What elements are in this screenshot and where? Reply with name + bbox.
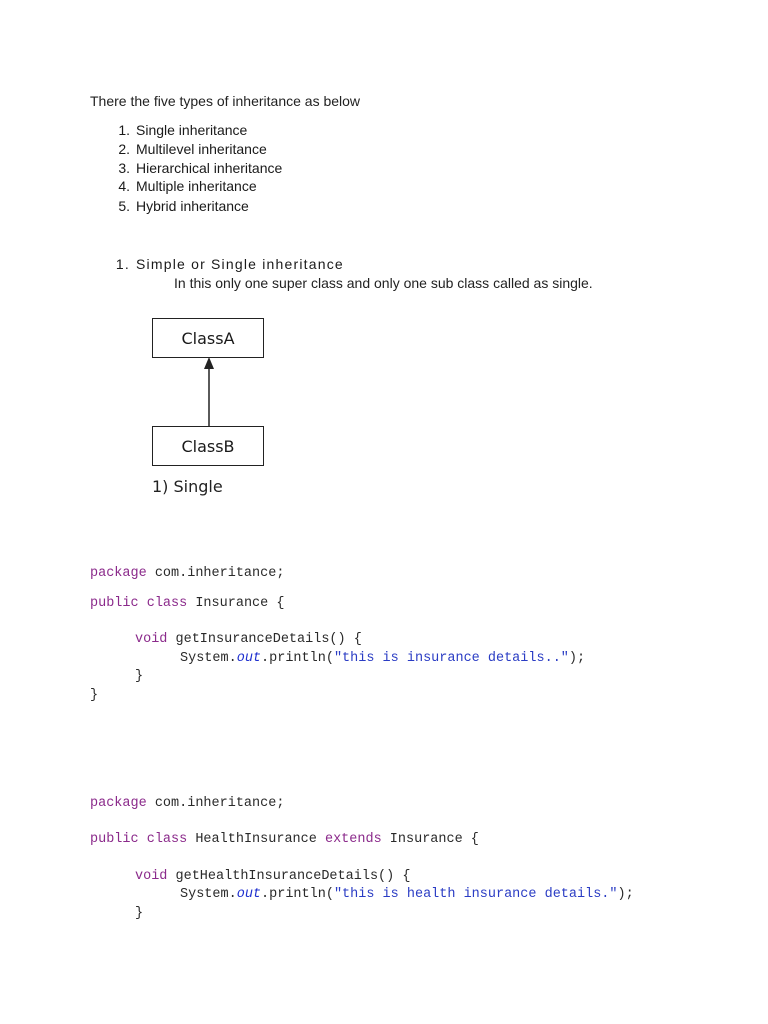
code-text: getInsuranceDetails() { [167, 632, 362, 647]
code-text: getHealthInsuranceDetails() { [167, 869, 411, 884]
code-text: .println( [261, 651, 334, 666]
section-title: Simple or Single inheritance [136, 256, 344, 272]
code-text: com.inheritance; [146, 796, 285, 811]
code-text: HealthInsurance [187, 832, 325, 847]
code-line [180, 887, 634, 902]
code-line [90, 796, 284, 811]
code-line: } [135, 669, 144, 684]
keyword: package [90, 566, 147, 581]
keyword: package [90, 796, 147, 811]
code-text: .println( [261, 887, 334, 902]
list-label: Single inheritance [136, 122, 248, 138]
list-number: 5. [118, 198, 130, 214]
list-number: 1. [118, 122, 130, 138]
code-line [90, 566, 284, 581]
list-label: Hierarchical inheritance [136, 160, 283, 176]
code-line [180, 651, 585, 666]
super-class-box [152, 318, 264, 358]
list-label: Multiple inheritance [136, 178, 257, 194]
code-line: } [90, 688, 99, 703]
list-item [0, 122, 768, 140]
code-line [135, 632, 362, 647]
keyword: class [146, 596, 188, 611]
list-label: Multilevel inheritance [136, 141, 267, 157]
list-label: Hybrid inheritance [136, 198, 249, 214]
field-ref: out [236, 651, 262, 666]
list-item [0, 141, 768, 159]
string-literal: "this is insurance details.." [333, 651, 569, 666]
code-line: } [135, 906, 144, 921]
list-item [0, 160, 768, 178]
code-text: ); [617, 887, 634, 902]
diagram-caption: 1) Single [152, 477, 223, 496]
keyword: class [146, 832, 188, 847]
field-ref: out [236, 887, 262, 902]
super-class-label: ClassA [181, 328, 235, 348]
code-text: com.inheritance; [146, 566, 285, 581]
code-text: Insurance { [381, 832, 479, 847]
sub-class-label: ClassB [181, 436, 235, 456]
list-item [0, 178, 768, 196]
string-literal: "this is health insurance details." [333, 887, 618, 902]
keyword: void [135, 632, 168, 647]
sub-class-box [152, 426, 264, 466]
list-item [0, 198, 768, 216]
keyword: public [90, 596, 139, 611]
keyword: void [135, 869, 168, 884]
code-text: System. [180, 651, 237, 666]
section-description: In this only one super class and only one sub class called as single. [174, 275, 593, 291]
code-line [135, 869, 410, 884]
list-number: 4. [118, 178, 130, 194]
section-heading [0, 256, 768, 274]
list-number: 3. [118, 160, 130, 176]
code-text: System. [180, 887, 237, 902]
inheritance-arrow [198, 356, 220, 428]
code-line [90, 832, 479, 847]
keyword: public [90, 832, 139, 847]
code-line [90, 596, 284, 611]
intro-text: There the five types of inheritance as below [90, 93, 361, 109]
section-number: 1. [115, 256, 130, 272]
code-text: Insurance { [187, 596, 285, 611]
list-number: 2. [118, 141, 130, 157]
code-text: ); [568, 651, 586, 666]
keyword: extends [324, 832, 382, 847]
